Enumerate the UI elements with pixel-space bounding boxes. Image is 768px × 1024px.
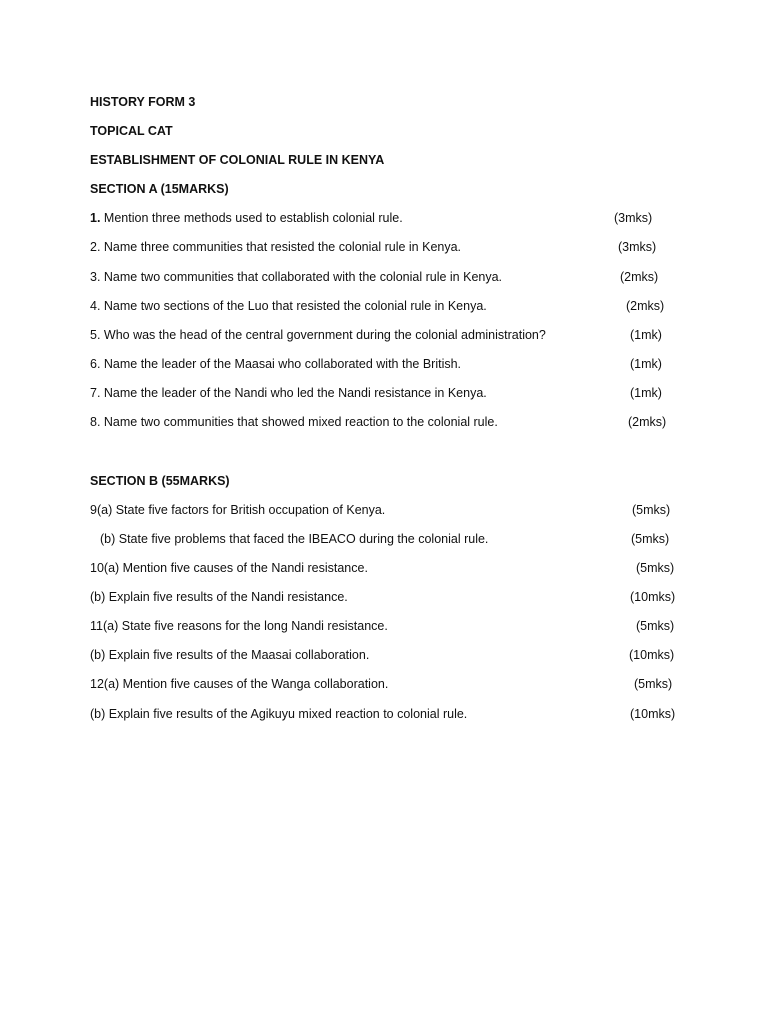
document-title: HISTORY FORM 3: [90, 95, 196, 109]
question-7: 7. Name the leader of the Nandi who led the Nandi resistance in Kenya.: [90, 386, 487, 400]
question-9b-marks: (5mks): [631, 532, 670, 546]
section-b-heading: SECTION B (55MARKS): [90, 474, 230, 488]
question-9a-marks: (5mks): [632, 503, 671, 517]
question-1: [90, 209, 403, 227]
question-9b: (b) State five problems that faced the IBEACO during the colonial rule.: [100, 532, 489, 546]
question-12b-marks: (10mks): [630, 707, 676, 721]
question-4-marks: (2mks): [626, 299, 665, 313]
question-11a: 11(a) State five reasons for the long Nandi resistance.: [90, 619, 388, 633]
question-1-marks: (3mks): [614, 211, 653, 225]
question-8-marks: (2mks): [628, 415, 667, 429]
question-3-marks: (2mks): [620, 270, 659, 284]
question-10a: 10(a) Mention five causes of the Nandi resistance.: [90, 561, 368, 575]
question-11b: (b) Explain five results of the Maasai collaboration.: [90, 648, 370, 662]
question-number: 1.: [90, 211, 101, 225]
question-12a: 12(a) Mention five causes of the Wanga collaboration.: [90, 677, 389, 691]
question-11a-marks: (5mks): [636, 619, 675, 633]
question-8: 8. Name two communities that showed mixed reaction to the colonial rule.: [90, 415, 498, 429]
question-11b-marks: (10mks): [629, 648, 675, 662]
question-7-marks: (1mk): [630, 386, 662, 400]
question-10a-marks: (5mks): [636, 561, 675, 575]
question-6: 6. Name the leader of the Maasai who collaborated with the British.: [90, 357, 462, 371]
question-12b: (b) Explain five results of the Agikuyu mixed reaction to colonial rule.: [90, 707, 468, 721]
document-topic: ESTABLISHMENT OF COLONIAL RULE IN KENYA: [90, 153, 385, 167]
question-2: 2. Name three communities that resisted the colonial rule in Kenya.: [90, 240, 462, 254]
question-5-marks: (1mk): [630, 328, 662, 342]
question-6-marks: (1mk): [630, 357, 662, 371]
question-text: Mention three methods used to establish colonial rule.: [103, 211, 403, 225]
question-12a-marks: (5mks): [634, 677, 673, 691]
document-subtitle: TOPICAL CAT: [90, 124, 173, 138]
question-4: 4. Name two sections of the Luo that resisted the colonial rule in Kenya.: [90, 299, 487, 313]
question-2-marks: (3mks): [618, 240, 657, 254]
question-5: 5. Who was the head of the central government during the colonial administration?: [90, 328, 546, 342]
question-3: 3. Name two communities that collaborated with the colonial rule in Kenya.: [90, 270, 503, 284]
question-9a: 9(a) State five factors for British occupation of Kenya.: [90, 503, 386, 517]
question-10b: (b) Explain five results of the Nandi resistance.: [90, 590, 348, 604]
question-10b-marks: (10mks): [630, 590, 676, 604]
section-a-heading: SECTION A (15MARKS): [90, 182, 229, 196]
